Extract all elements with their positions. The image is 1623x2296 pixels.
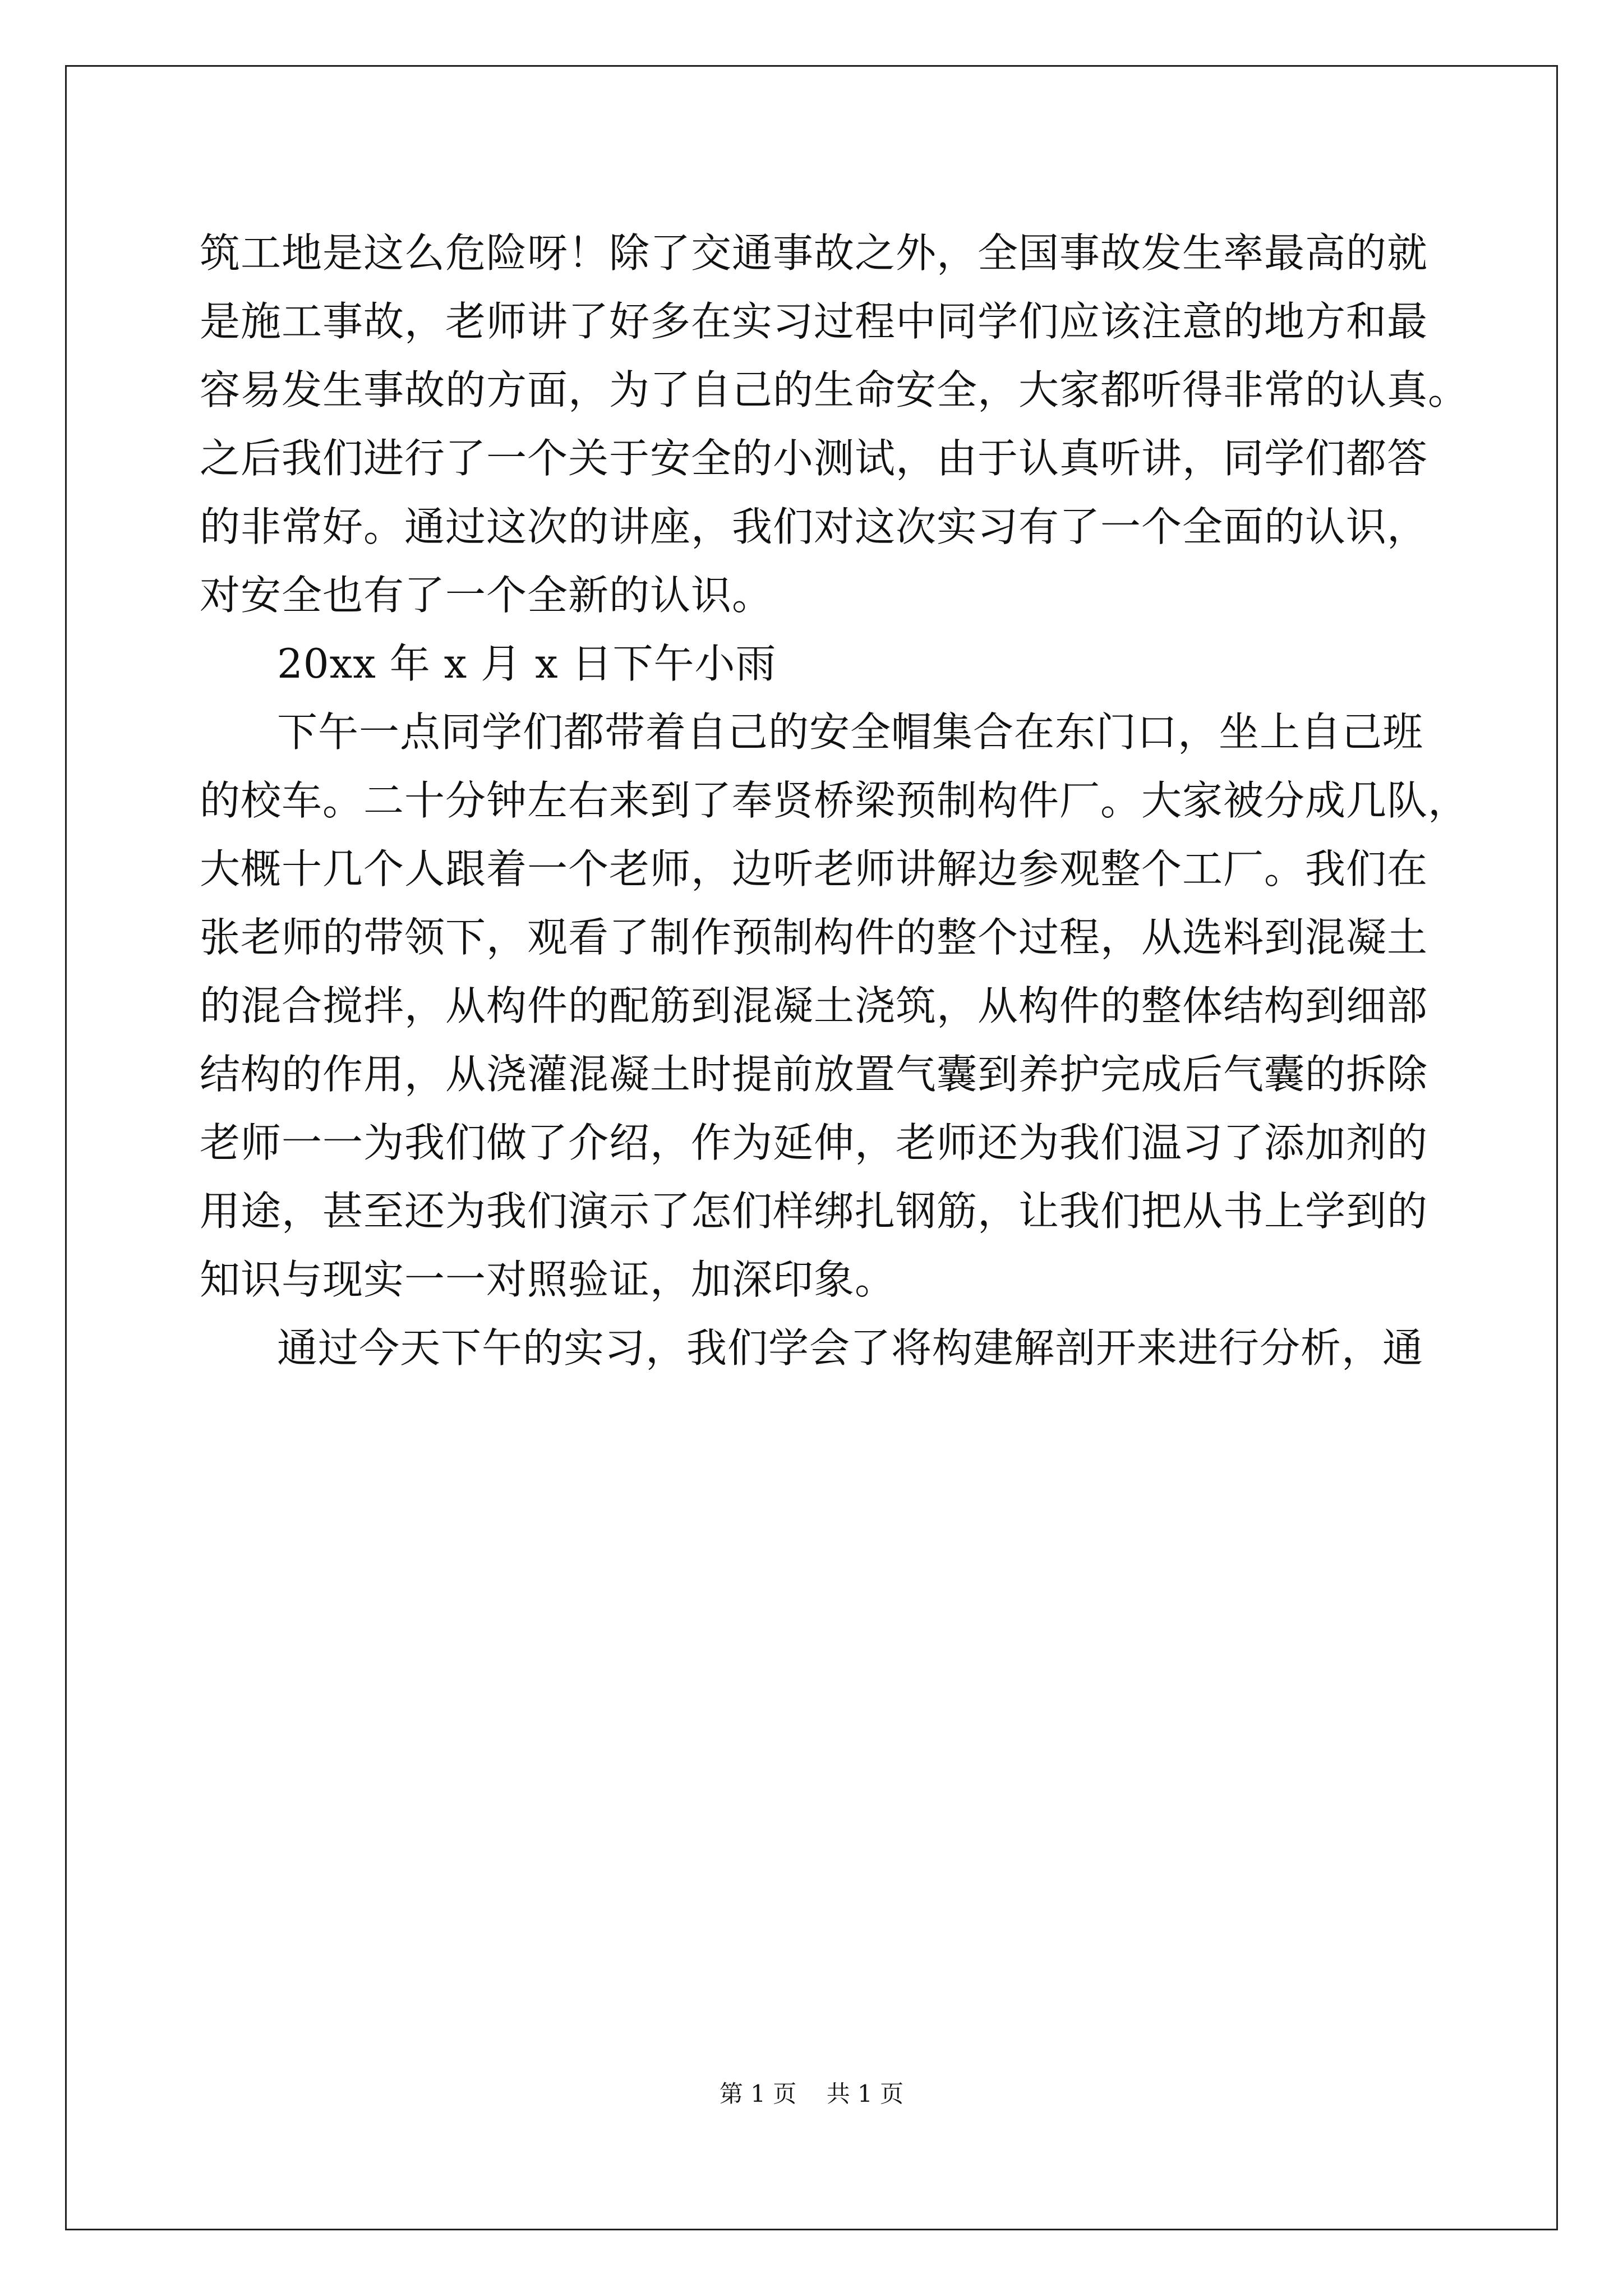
text-line: 的混合搅拌，从构件的配筋到混凝土浇筑，从构件的整体结构到细部 [200, 982, 1428, 1029]
text-line: 容易发生事故的方面，为了自己的生命安全，大家都听得非常的认真。 [200, 366, 1469, 413]
text-line: 对安全也有了一个全新的认识。 [200, 572, 773, 619]
text-line: 结构的作用，从浇灌混凝土时提前放置气囊到养护完成后气囊的拆除 [200, 1051, 1428, 1098]
text-line: 用途，甚至还为我们演示了怎们样绑扎钢筋，让我们把从书上学到的 [200, 1188, 1428, 1235]
text-line: 的非常好。通过这次的讲座，我们对这次实习有了一个全面的认识， [200, 503, 1428, 550]
page-footer: 第 1 页 共 1 页 [719, 2080, 904, 2108]
text-line: 的校车。二十分钟左右来到了奉贤桥梁预制构件厂。大家被分成几队， [200, 777, 1469, 824]
text-line: 之后我们进行了一个关于安全的小测试，由于认真听讲，同学们都答 [200, 435, 1428, 482]
text-line: 是施工事故，老师讲了好多在实习过程中同学们应该注意的地方和最 [200, 298, 1428, 345]
text-line: 张老师的带领下，观看了制作预制构件的整个过程，从选料到混凝土 [200, 914, 1428, 961]
text-line: 老师一一为我们做了介绍，作为延伸，老师还为我们温习了添加剂的 [200, 1119, 1428, 1166]
text-line: 通过今天下午的实习，我们学会了将构建解剖开来进行分析，通 [277, 1324, 1424, 1372]
text-line: 大概十几个人跟着一个老师，边听老师讲解边参观整个工厂。我们在 [200, 845, 1428, 892]
text-line: 筑工地是这么危险呀！除了交通事故之外，全国事故发生率最高的就 [200, 229, 1428, 277]
text-line: 知识与现实一一对照验证，加深印象。 [200, 1256, 896, 1303]
text-line: 下午一点同学们都带着自己的安全帽集合在东门口，坐上自己班 [277, 708, 1424, 756]
date-heading: 20xx 年 x 月 x 日下午小雨 [277, 640, 777, 687]
